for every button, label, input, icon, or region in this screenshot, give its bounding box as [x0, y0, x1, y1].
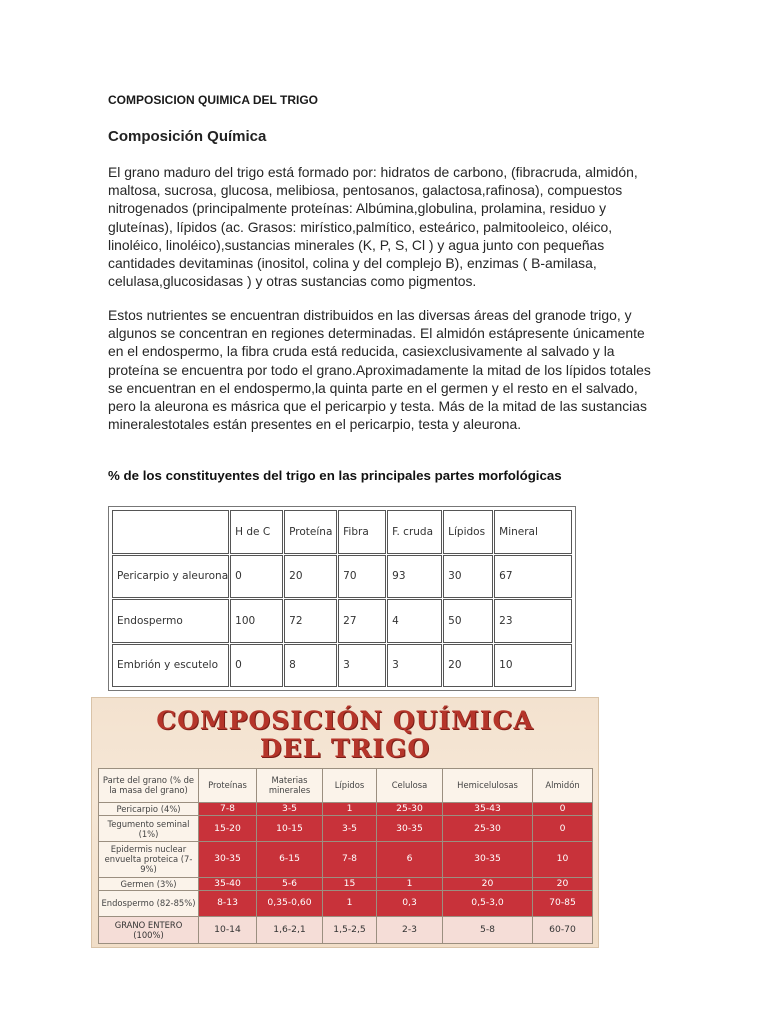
- table-cell: 4: [387, 599, 442, 643]
- infographic-cell: 3-5: [257, 802, 323, 816]
- infographic-header-cell: Almidón: [533, 769, 593, 803]
- table-row-label: Pericarpio y aleurona: [112, 555, 229, 599]
- infographic-row: [99, 877, 593, 891]
- infographic-total-cell: 1,6-2,1: [257, 916, 323, 943]
- infographic-total-cell: 5-8: [443, 916, 533, 943]
- table-row-label: Endospermo: [112, 599, 229, 643]
- table-header-cell: H de C: [230, 510, 283, 554]
- infographic-cell: 70-85: [533, 891, 593, 916]
- table-cell: 27: [338, 599, 386, 643]
- infographic-cell: 6: [377, 841, 443, 877]
- infographic-total-cell: 1,5-2,5: [323, 916, 377, 943]
- paragraph-composition: El grano maduro del trigo está formado por: hidratos de carbono, (fibracruda, almidón, maltosa, sucrosa, glucosa, melibiosa, pentosanos, galactosa,rafinosa), compuestos nitrogenados (principalmente proteínas: Albúmina,globulina, prolamina, residuo y gluteínas), lípidos (ac. Grasos: mirístico,palmítico, esteárico, palmitooleico, oléico, linoléico, linoléico),sustancias minerales (K, P, S, Cl ) y agua junto con pequeñas cantidades devitaminas (inositol, colina y del complejo B), enzimas ( B-amilasa, celulasa,glucosidasas ) y otras sustancias como pigmentos.: [108, 164, 638, 290]
- infographic-cell: 25-30: [377, 802, 443, 816]
- table-cell: 23: [494, 599, 572, 643]
- infographic-row-label: Epidermis nuclear envuelta proteica (7-9%): [99, 841, 199, 877]
- infographic-header-cell: Hemicelulosas: [443, 769, 533, 803]
- table-cell: 100: [230, 599, 283, 643]
- table-cell: 50: [443, 599, 493, 643]
- table-cell: 93: [387, 555, 442, 599]
- table-header-cell: [112, 510, 229, 554]
- infographic-cell: 5-6: [257, 877, 323, 891]
- infographic-cell: 3-5: [323, 816, 377, 841]
- infographic-cell: 0,35-0,60: [257, 891, 323, 916]
- infographic-total-label: GRANO ENTERO (100%): [99, 916, 199, 943]
- table-header-cell: F. cruda: [387, 510, 442, 554]
- table-cell: 30: [443, 555, 493, 599]
- composition-infographic: [91, 697, 599, 948]
- table-cell: 72: [284, 599, 337, 643]
- infographic-cell: 6-15: [257, 841, 323, 877]
- table-cell: 3: [338, 644, 386, 688]
- table-cell: 0: [230, 644, 283, 688]
- infographic-total-cell: 2-3: [377, 916, 443, 943]
- section-heading: Composición Química: [108, 128, 267, 145]
- infographic-cell: 1: [377, 877, 443, 891]
- infographic-row-label: Tegumento seminal (1%): [99, 816, 199, 841]
- table-row-label: Embrión y escutelo: [112, 644, 229, 688]
- constituents-table: [111, 509, 573, 688]
- infographic-header-cell: Lípidos: [323, 769, 377, 803]
- infographic-cell: 15-20: [199, 816, 257, 841]
- infographic-row: [99, 841, 593, 877]
- infographic-subtitle: DEL TRIGO: [259, 734, 431, 763]
- infographic-cell: 0: [533, 802, 593, 816]
- infographic-cell: 0,3: [377, 891, 443, 916]
- infographic-cell: 7-8: [323, 841, 377, 877]
- table-header-cell: Mineral: [494, 510, 572, 554]
- infographic-total-cell: 60-70: [533, 916, 593, 943]
- infographic-cell: 20: [443, 877, 533, 891]
- table-cell: 67: [494, 555, 572, 599]
- paragraph-distribution: Estos nutrientes se encuentran distribuidos en las diversas áreas del granode trigo, y algunos se concentran en regiones determinadas. El almidón estápresente únicamente en el endospermo, la fibra cruda está reducida, casiexclusivamente al salvado y la proteína se encuentra por todo el grano.Aproximadamente la mitad de los lípidos totales se encuentran en el endospermo,la quinta parte en el germen y el resto en el salvado, pero la aleurona es másrica que el pericarpio y testa. Más de la mitad de las sustancias mineralestotales están presentes en el pericarpio, testa y aleurona.: [108, 307, 651, 433]
- table-cell: 20: [443, 644, 493, 688]
- infographic-cell: 0: [533, 816, 593, 841]
- infographic-cell: 10-15: [257, 816, 323, 841]
- infographic-cell: 8-13: [199, 891, 257, 916]
- table-cell: 8: [284, 644, 337, 688]
- infographic-header-cell: Proteínas: [199, 769, 257, 803]
- infographic-cell: 30-35: [443, 841, 533, 877]
- infographic-cell: 1: [323, 891, 377, 916]
- table-cell: 20: [284, 555, 337, 599]
- table-row: [112, 644, 572, 688]
- table-cell: 10: [494, 644, 572, 688]
- infographic-total-cell: 10-14: [199, 916, 257, 943]
- infographic-header-cell: Celulosa: [377, 769, 443, 803]
- constituents-table-frame: [108, 506, 576, 691]
- infographic-row: [99, 802, 593, 816]
- infographic-cell: 20: [533, 877, 593, 891]
- table-header-cell: Proteína: [284, 510, 337, 554]
- table-row: [112, 555, 572, 599]
- infographic-cell: 25-30: [443, 816, 533, 841]
- table-heading: % de los constituyentes del trigo en las principales partes morfológicas: [108, 468, 562, 483]
- infographic-row-label: Germen (3%): [99, 877, 199, 891]
- table-cell: 3: [387, 644, 442, 688]
- infographic-header-cell: Parte del grano (% de la masa del grano): [99, 769, 199, 803]
- table-cell: 70: [338, 555, 386, 599]
- infographic-total-row: [99, 916, 593, 943]
- infographic-header-row: [99, 769, 593, 803]
- document-title: COMPOSICION QUIMICA DEL TRIGO: [108, 93, 319, 107]
- infographic-header-cell: Materias minerales: [257, 769, 323, 803]
- infographic-cell: 1: [323, 802, 377, 816]
- infographic-row: [99, 816, 593, 841]
- infographic-table: [98, 768, 593, 944]
- infographic-title: COMPOSICIÓN QUÍMICA: [156, 706, 534, 735]
- infographic-cell: 35-40: [199, 877, 257, 891]
- infographic-cell: 0,5-3,0: [443, 891, 533, 916]
- table-header-cell: Fibra: [338, 510, 386, 554]
- table-row: [112, 599, 572, 643]
- infographic-cell: 7-8: [199, 802, 257, 816]
- infographic-cell: 30-35: [199, 841, 257, 877]
- table-header-row: [112, 510, 572, 554]
- infographic-row-label: Pericarpio (4%): [99, 802, 199, 816]
- infographic-row: [99, 891, 593, 916]
- infographic-cell: 30-35: [377, 816, 443, 841]
- table-cell: 0: [230, 555, 283, 599]
- infographic-cell: 15: [323, 877, 377, 891]
- infographic-cell: 35-43: [443, 802, 533, 816]
- infographic-cell: 10: [533, 841, 593, 877]
- infographic-row-label: Endospermo (82-85%): [99, 891, 199, 916]
- table-header-cell: Lípidos: [443, 510, 493, 554]
